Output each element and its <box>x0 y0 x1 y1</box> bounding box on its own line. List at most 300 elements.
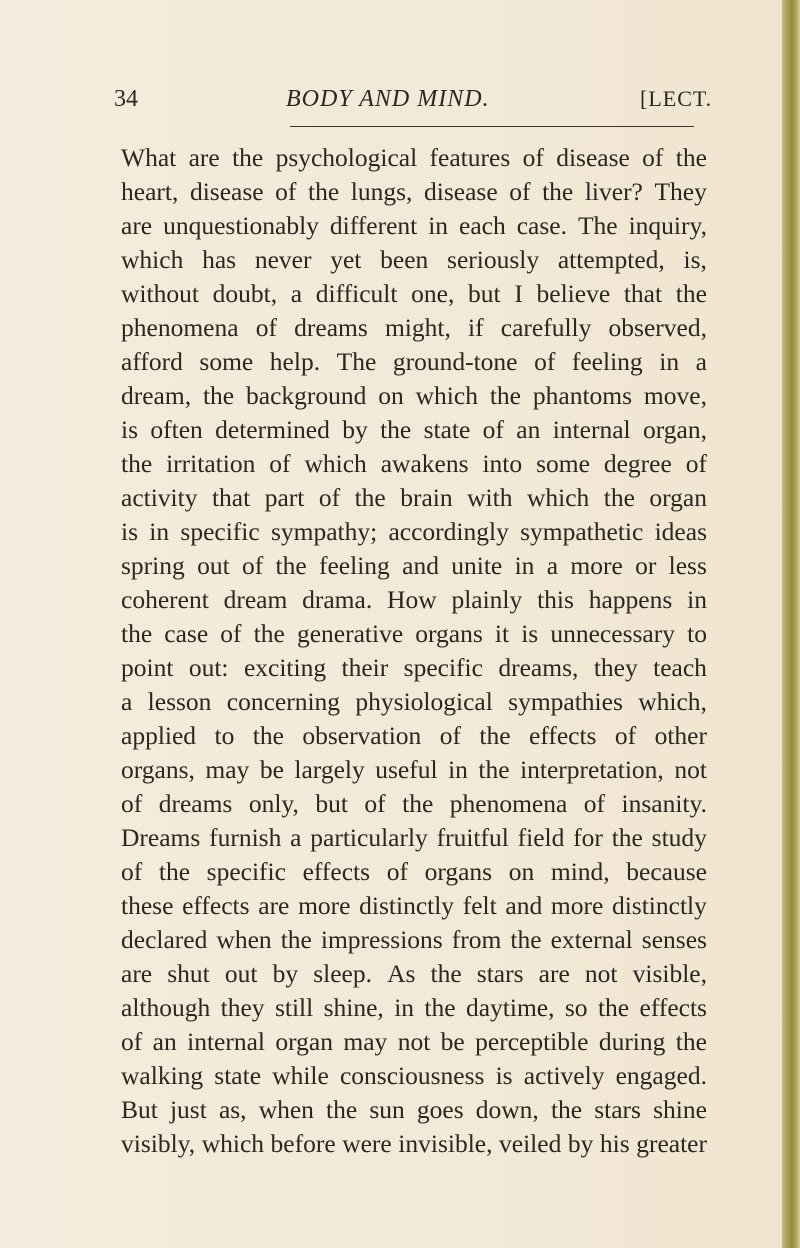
word: in <box>687 585 707 614</box>
word: on <box>508 857 535 886</box>
word: some <box>199 347 254 376</box>
text-line <box>121 345 707 379</box>
word: ideas <box>654 517 707 546</box>
word: a <box>695 347 707 376</box>
word: the <box>489 381 521 410</box>
word: the <box>158 857 191 886</box>
word: for <box>573 823 603 852</box>
text-line <box>121 991 707 1025</box>
word: disease <box>424 177 498 206</box>
word: in <box>149 517 170 546</box>
text-line <box>121 685 707 719</box>
word: specific <box>206 857 286 886</box>
word: dreams, <box>498 653 579 682</box>
word: organs <box>415 619 483 648</box>
word: irritation <box>166 449 256 478</box>
word: if <box>468 313 484 342</box>
word: visible, <box>632 959 707 988</box>
word: which <box>526 483 590 512</box>
text-line <box>121 583 707 617</box>
word: of <box>583 789 606 818</box>
word: of <box>121 789 143 818</box>
word: degree <box>603 449 672 478</box>
word: are <box>121 959 153 988</box>
word: by <box>342 415 368 444</box>
page-header <box>0 84 760 114</box>
word: during <box>598 1027 666 1056</box>
word: part <box>264 483 305 512</box>
word: of <box>241 551 264 580</box>
text-line <box>121 277 707 311</box>
word: stars <box>476 959 524 988</box>
word: were <box>342 1129 392 1158</box>
word: the <box>430 959 462 988</box>
word: organ <box>275 1027 333 1056</box>
text-line <box>121 209 707 243</box>
word: applied <box>121 721 197 750</box>
word: and <box>505 891 543 920</box>
word: the <box>308 177 340 206</box>
word: his <box>599 1129 630 1158</box>
word: the <box>280 925 312 954</box>
word: insanity. <box>621 789 707 818</box>
word: of <box>522 143 544 172</box>
word: these <box>121 891 174 920</box>
word: in <box>394 993 415 1022</box>
word: and <box>402 551 439 580</box>
word: in <box>428 211 449 240</box>
word: yet <box>330 245 362 274</box>
word: case. <box>516 211 567 240</box>
word: But <box>121 1095 158 1124</box>
word: when <box>258 1095 314 1124</box>
word: The <box>577 211 618 240</box>
word: seriously <box>447 245 540 274</box>
word: goes <box>416 1095 464 1124</box>
word: concerning <box>226 687 341 716</box>
word: the <box>542 177 574 206</box>
word: it <box>494 619 510 648</box>
word: of <box>642 143 664 172</box>
word: organ, <box>642 415 707 444</box>
word: is <box>121 517 139 546</box>
word: They <box>654 177 707 206</box>
page-number: 34 <box>114 86 138 112</box>
header-rule <box>290 126 694 127</box>
word: still <box>274 993 314 1022</box>
word: mind, <box>550 857 610 886</box>
word: field <box>517 823 565 852</box>
word: before <box>270 1129 336 1158</box>
word: sympathy; <box>270 517 378 546</box>
word: is <box>521 619 539 648</box>
word: lesson <box>147 687 212 716</box>
text-line <box>121 1025 707 1059</box>
word: exciting <box>243 653 327 682</box>
word: which, <box>638 687 707 716</box>
word: an <box>516 415 541 444</box>
word: from <box>451 925 502 954</box>
word: of <box>121 1027 143 1056</box>
word: are <box>121 211 153 240</box>
word: dreams <box>158 789 233 818</box>
word: Dreams <box>121 823 201 852</box>
word: the <box>121 619 153 648</box>
word: observed, <box>608 313 707 342</box>
word: out: <box>188 653 229 682</box>
word: the <box>675 143 707 172</box>
word: plainly <box>451 585 523 614</box>
word: on <box>378 381 404 410</box>
text-line <box>121 175 707 209</box>
word: As <box>387 959 416 988</box>
word: the <box>478 755 510 784</box>
word: may <box>343 1027 388 1056</box>
word: engaged. <box>615 1061 707 1090</box>
word: fruitful <box>436 823 509 852</box>
word: external <box>550 925 633 954</box>
text-line <box>121 311 707 345</box>
word: with <box>467 483 513 512</box>
word: because <box>626 857 707 886</box>
word: dream <box>223 585 288 614</box>
word: has <box>202 245 237 274</box>
word: specific <box>403 653 483 682</box>
word: the <box>354 483 386 512</box>
word: dreams <box>294 313 368 342</box>
word: of <box>364 789 386 818</box>
word: the <box>232 143 264 172</box>
word: What <box>121 143 177 172</box>
word: internal <box>187 1027 265 1056</box>
word: or <box>635 551 657 580</box>
word: generative <box>296 619 404 648</box>
word: accordingly <box>388 517 509 546</box>
word: attempted, <box>557 245 665 274</box>
word: some <box>536 449 590 478</box>
word: of <box>482 415 504 444</box>
word: more <box>298 891 351 920</box>
word: internal <box>552 415 631 444</box>
word: happens <box>588 585 673 614</box>
word: senses <box>641 925 707 954</box>
word: which <box>201 1129 265 1158</box>
word: of <box>439 721 461 750</box>
word: disease <box>189 177 264 206</box>
word: feeling <box>571 347 643 376</box>
word: sympathies <box>508 687 623 716</box>
word: in <box>514 551 535 580</box>
word: in <box>448 755 468 784</box>
word: only, <box>248 789 299 818</box>
word: which <box>415 381 478 410</box>
word: are <box>258 891 290 920</box>
word: furnish <box>209 823 282 852</box>
word: of <box>534 347 556 376</box>
word: spring <box>121 551 185 580</box>
text-line <box>121 243 707 277</box>
word: interpretation, <box>520 755 664 784</box>
word: might, <box>384 313 451 342</box>
word: not <box>674 755 707 784</box>
word: heart, <box>121 177 179 206</box>
word: I <box>514 279 523 308</box>
word: psychological <box>275 143 418 172</box>
word: to <box>687 619 707 648</box>
word: of <box>255 313 277 342</box>
word: state <box>214 1061 262 1090</box>
word: is <box>121 415 139 444</box>
word: the <box>611 823 643 852</box>
word: more <box>550 891 604 920</box>
word: liver? <box>584 177 643 206</box>
word: a <box>121 687 133 716</box>
word: one, <box>411 279 455 308</box>
word: of <box>614 721 637 750</box>
text-line <box>121 481 707 515</box>
word: dream, <box>121 381 192 410</box>
word: largely <box>294 755 365 784</box>
text-line <box>121 1059 707 1093</box>
word: shine <box>653 1095 707 1124</box>
word: of <box>509 177 531 206</box>
text-line <box>121 1093 707 1127</box>
word: the <box>550 1095 583 1124</box>
word: the <box>597 993 630 1022</box>
word: a <box>290 823 302 852</box>
word: observation <box>302 721 422 750</box>
word: different <box>329 211 418 240</box>
text-line <box>121 889 707 923</box>
word: drama. <box>302 585 373 614</box>
word: an <box>152 1027 177 1056</box>
word: stars <box>594 1095 641 1124</box>
word: actively <box>523 1061 605 1090</box>
word: while <box>272 1061 329 1090</box>
word: be <box>259 755 284 784</box>
word: effects <box>182 891 250 920</box>
text-line <box>121 549 707 583</box>
running-title: BODY AND MIND. <box>286 86 490 112</box>
word: features <box>429 143 511 172</box>
word: organ <box>649 483 707 512</box>
word: the <box>202 381 235 410</box>
word: How <box>387 585 437 614</box>
word: effects <box>302 857 371 886</box>
text-line <box>121 447 707 481</box>
word: sleep. <box>313 959 372 988</box>
word: of <box>275 177 297 206</box>
word: difficult <box>315 279 398 308</box>
word: greater <box>636 1129 707 1158</box>
word: The <box>336 347 377 376</box>
text-line <box>121 1127 707 1161</box>
text-line <box>121 753 707 787</box>
word: useful <box>375 755 438 784</box>
word: carefully <box>500 313 592 342</box>
word: of <box>685 449 707 478</box>
word: by <box>567 1129 594 1158</box>
word: but <box>468 279 501 308</box>
word: more <box>570 551 623 580</box>
word: that <box>211 483 251 512</box>
word: of <box>269 449 291 478</box>
word: unquestionably <box>163 211 319 240</box>
word: walking <box>121 1061 204 1090</box>
word: the <box>253 619 285 648</box>
word: to <box>214 721 235 750</box>
word: effects <box>528 721 597 750</box>
word: shut <box>167 959 210 988</box>
word: of <box>386 857 408 886</box>
text-line <box>121 141 707 175</box>
word: activity <box>121 483 198 512</box>
word: the <box>275 551 307 580</box>
text-line <box>121 651 707 685</box>
word: phenomena <box>449 789 568 818</box>
word: background <box>246 381 367 410</box>
word: when <box>216 925 272 954</box>
word: as, <box>218 1095 247 1124</box>
word: the <box>675 279 707 308</box>
word: organs <box>424 857 493 886</box>
word: is <box>495 1061 513 1090</box>
word: declared <box>121 925 208 954</box>
word: but <box>315 789 348 818</box>
word: move, <box>643 381 707 410</box>
word: that <box>623 279 663 308</box>
word: distinctly <box>359 891 455 920</box>
word: believe <box>536 279 611 308</box>
word: the <box>252 721 284 750</box>
body-text <box>121 141 707 1161</box>
word: lungs, <box>350 177 413 206</box>
word: veiled <box>499 1129 562 1158</box>
word: the <box>326 1095 358 1124</box>
word: phenomena <box>121 313 239 342</box>
word: not <box>584 959 618 988</box>
word: awakens <box>380 449 469 478</box>
section-label: [LECT. <box>640 86 713 111</box>
word: the <box>424 993 456 1022</box>
word: visibly, <box>121 1129 196 1158</box>
word: sympathetic <box>520 517 644 546</box>
word: a <box>290 279 303 308</box>
word: sun <box>369 1095 405 1124</box>
word: by <box>272 959 299 988</box>
word: may <box>205 755 250 784</box>
word: ground-tone <box>392 347 518 376</box>
word: been <box>380 245 429 274</box>
text-line <box>121 957 707 991</box>
word: often <box>150 415 203 444</box>
word: determined <box>215 415 330 444</box>
word: perceptible <box>475 1027 589 1056</box>
word: just <box>169 1095 207 1124</box>
word: down, <box>475 1095 539 1124</box>
word: a <box>546 551 559 580</box>
word: their <box>341 653 389 682</box>
word: felt <box>462 891 497 920</box>
word: phantoms <box>532 381 633 410</box>
text-line <box>121 719 707 753</box>
word: the <box>675 1027 707 1056</box>
text-line <box>121 515 707 549</box>
text-line <box>121 617 707 651</box>
word: out <box>224 959 258 988</box>
word: particularly <box>310 823 428 852</box>
word: unnecessary <box>550 619 675 648</box>
word: they <box>220 993 265 1022</box>
word: they <box>593 653 638 682</box>
word: so <box>564 993 588 1022</box>
word: teach <box>653 653 707 682</box>
word: out <box>197 551 230 580</box>
word: coherent <box>121 585 209 614</box>
word: never <box>254 245 312 274</box>
word: physiological <box>355 687 493 716</box>
word: disease <box>556 143 630 172</box>
word: effects <box>639 993 707 1022</box>
word: not <box>397 1027 431 1056</box>
word: of <box>220 619 242 648</box>
word: in <box>659 347 680 376</box>
text-line <box>121 379 707 413</box>
word: specific <box>180 517 260 546</box>
word: state <box>423 415 471 444</box>
word: point <box>121 653 174 682</box>
text-line <box>121 923 707 957</box>
text-line <box>121 413 707 447</box>
text-line <box>121 855 707 889</box>
word: are <box>188 143 220 172</box>
text-line <box>121 787 707 821</box>
word: invisible, <box>398 1129 493 1158</box>
word: this <box>537 585 574 614</box>
word: the <box>479 721 511 750</box>
word: organs, <box>121 755 195 784</box>
word: the <box>603 483 635 512</box>
word: study <box>651 823 707 852</box>
word: of <box>121 857 143 886</box>
word: which <box>121 245 184 274</box>
word: unite <box>451 551 503 580</box>
word: is, <box>683 245 707 274</box>
word: into <box>482 449 523 478</box>
word: are <box>538 959 570 988</box>
word: of <box>318 483 341 512</box>
word: brain <box>400 483 453 512</box>
word: inquiry, <box>628 211 707 240</box>
word: the <box>510 925 542 954</box>
word: the <box>402 789 434 818</box>
word: the <box>121 449 153 478</box>
word: which <box>304 449 367 478</box>
word: daytime, <box>465 993 555 1022</box>
word: the <box>380 415 412 444</box>
word: other <box>654 721 707 750</box>
text-line <box>121 821 707 855</box>
word: each <box>459 211 506 240</box>
word: feeling <box>319 551 390 580</box>
word: less <box>668 551 707 580</box>
word: although <box>121 993 211 1022</box>
word: case <box>164 619 209 648</box>
word: afford <box>121 347 183 376</box>
word: distinctly <box>611 891 707 920</box>
book-spine-edge <box>782 0 800 1248</box>
word: be <box>440 1027 465 1056</box>
